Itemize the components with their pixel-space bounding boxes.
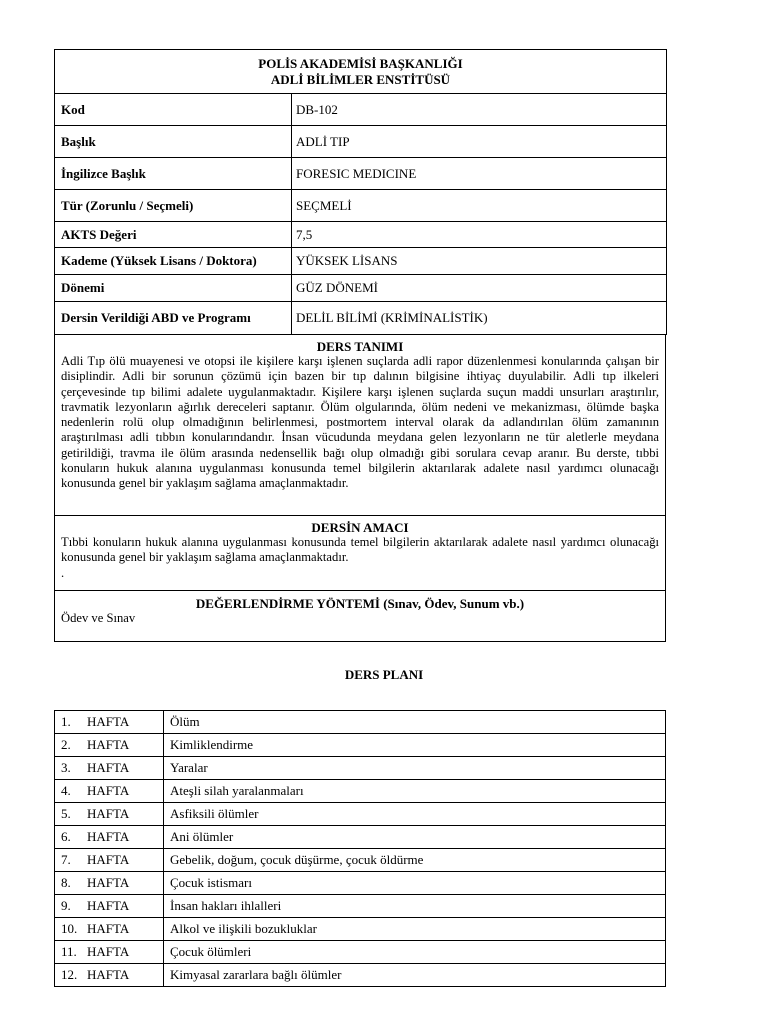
plan-row — [55, 918, 666, 941]
info-row-kod — [55, 94, 667, 126]
info-value: YÜKSEK LİSANS — [292, 248, 667, 275]
info-row-tur — [55, 190, 667, 222]
plan-topic: Yaralar — [164, 757, 666, 780]
plan-row — [55, 849, 666, 872]
plan-topic: Ölüm — [164, 711, 666, 734]
info-key: Tür (Zorunlu / Seçmeli) — [55, 190, 292, 222]
course-objective-trailing: . — [61, 565, 65, 580]
header-row — [55, 50, 667, 94]
info-key: Kademe (Yüksek Lisans / Doktora) — [55, 248, 292, 275]
course-description-section — [54, 335, 666, 516]
course-plan-table — [54, 710, 666, 987]
info-row-kademe — [55, 248, 667, 275]
plan-week-number: 7. — [61, 852, 71, 867]
course-objective-text: Tıbbi konuların hukuk alanına uygulanması konusunda temel bilgilerin aktarılarak adalete nasıl yardımcı olunacağı konusunda genel bir yaklaşım sağlama amaçlanmaktadır. — [61, 535, 659, 565]
evaluation-section — [54, 590, 666, 642]
plan-week — [55, 826, 164, 849]
info-value: 7,5 — [292, 222, 667, 248]
institution-line-1: POLİS AKADEMİSİ BAŞKANLIĞI — [258, 55, 463, 71]
evaluation-text: Ödev ve Sınav — [61, 611, 136, 625]
plan-week-label: HAFTA — [87, 737, 130, 752]
plan-week-label: HAFTA — [87, 714, 130, 729]
plan-topic: Alkol ve ilişkili bozukluklar — [164, 918, 666, 941]
plan-row — [55, 711, 666, 734]
info-key: AKTS Değeri — [55, 222, 292, 248]
info-key: Dersin Verildiği ABD ve Programı — [55, 302, 292, 335]
plan-week-number: 10. — [61, 921, 78, 936]
plan-topic: Kimyasal zararlara bağlı ölümler — [164, 964, 666, 987]
plan-week-number: 9. — [61, 898, 71, 913]
info-key: İngilizce Başlık — [55, 158, 292, 190]
plan-row — [55, 895, 666, 918]
plan-week — [55, 849, 164, 872]
course-info-table — [54, 49, 667, 335]
plan-week-number: 6. — [61, 829, 71, 844]
plan-week-label: HAFTA — [87, 783, 130, 798]
plan-topic: Gebelik, doğum, çocuk düşürme, çocuk öldürme — [164, 849, 666, 872]
plan-week — [55, 895, 164, 918]
plan-week-number: 5. — [61, 806, 71, 821]
plan-week-number: 2. — [61, 737, 71, 752]
plan-week-label: HAFTA — [87, 921, 130, 936]
plan-week — [55, 734, 164, 757]
institution-line-2: ADLİ BİLİMLER ENSTİTÜSÜ — [270, 71, 451, 87]
plan-row — [55, 780, 666, 803]
plan-row — [55, 964, 666, 987]
plan-topic: Çocuk istismarı — [164, 872, 666, 895]
plan-week-number: 3. — [61, 760, 71, 775]
plan-week-label: HAFTA — [87, 829, 130, 844]
plan-week-label: HAFTA — [87, 760, 130, 775]
plan-week-number: 1. — [61, 714, 71, 729]
plan-week-label: HAFTA — [87, 852, 130, 867]
institution-header — [55, 50, 667, 94]
plan-week-number: 4. — [61, 783, 71, 798]
course-objective-title: DERSİN AMACI — [311, 520, 409, 535]
plan-topic: Ateşli silah yaralanmaları — [164, 780, 666, 803]
course-plan-title: DERS PLANI — [344, 667, 424, 682]
plan-week — [55, 780, 164, 803]
info-row-abd — [55, 302, 667, 335]
plan-row — [55, 872, 666, 895]
info-key: Başlık — [55, 126, 292, 158]
plan-topic: Kimliklendirme — [164, 734, 666, 757]
plan-topic: Asfiksili ölümler — [164, 803, 666, 826]
plan-week-label: HAFTA — [87, 875, 130, 890]
plan-row — [55, 826, 666, 849]
plan-week — [55, 918, 164, 941]
info-key: Kod — [55, 94, 292, 126]
plan-week-label: HAFTA — [87, 898, 130, 913]
plan-topic: Ani ölümler — [164, 826, 666, 849]
plan-week-label: HAFTA — [87, 967, 130, 982]
plan-week-number: 11. — [61, 944, 77, 959]
plan-week-label: HAFTA — [87, 806, 130, 821]
plan-row — [55, 941, 666, 964]
info-row-akts — [55, 222, 667, 248]
plan-week-number: 8. — [61, 875, 71, 890]
plan-week — [55, 757, 164, 780]
plan-row — [55, 757, 666, 780]
plan-row — [55, 803, 666, 826]
plan-week-number: 12. — [61, 967, 78, 982]
info-row-ingilizce-baslik — [55, 158, 667, 190]
plan-week-label: HAFTA — [87, 944, 130, 959]
plan-week — [55, 964, 164, 987]
course-objective-section — [54, 515, 666, 591]
plan-row — [55, 734, 666, 757]
plan-week — [55, 941, 164, 964]
info-value: DB-102 — [292, 94, 667, 126]
course-description-text: Adli Tıp ölü muayenesi ve otopsi ile kişilere karşı işlenen suçlarda adli rapor düzenlenmesi konularında çalışan bir disiplindir. Adli bir sorunun çözümü için bazen bir tıp dalının bilgisine ihtiyaç duyulabilir. Adli tıp ilkeleri çerçevesinde tıp bilimi adalete uygulanmaktadır. Kişilere karşı işlenen suçlarda suçun maddi unsurları araştırılır, travmatik lezyonların ağırlık dereceleri saptanır. Ölüm olgularında, ölüm nedeni ve mekanizması, ölümde başka nedenlerin rolü olup olmadığının belirlenmesi, postmortem interval olarak da adlandırılan ölüm zamanının araştırılması adli tıbbın konularındandır. İnsan vücudunda meydana gelen lezyonların ne tür aletlerle meydana getirildiği, travma ile ölüm arasında nedensellik bağı olup olmadığı gibi sorulara cevap aranır. Bu derste, tıbbi konuların hukuk alanına uygulanması konusunda temel bilgilerin aktarılarak adalete nasıl yardımcı olunacağı konusunda genel bir yaklaşım sağlama amaçlanmaktadır. — [61, 354, 659, 491]
info-row-baslik — [55, 126, 667, 158]
info-value: ADLİ TIP — [292, 126, 667, 158]
plan-topic: İnsan hakları ihlalleri — [164, 895, 666, 918]
plan-week — [55, 872, 164, 895]
info-value: GÜZ DÖNEMİ — [292, 275, 667, 302]
plan-topic: Çocuk ölümleri — [164, 941, 666, 964]
info-key: Dönemi — [55, 275, 292, 302]
plan-week — [55, 711, 164, 734]
info-value: FORESIC MEDICINE — [292, 158, 667, 190]
info-row-donem — [55, 275, 667, 302]
course-description-title: DERS TANIMI — [316, 339, 404, 354]
info-value: DELİL BİLİMİ (KRİMİNALİSTİK) — [292, 302, 667, 335]
plan-week — [55, 803, 164, 826]
info-value: SEÇMELİ — [292, 190, 667, 222]
evaluation-title: DEĞERLENDİRME YÖNTEMİ (Sınav, Ödev, Sunum vb.) — [195, 596, 525, 611]
